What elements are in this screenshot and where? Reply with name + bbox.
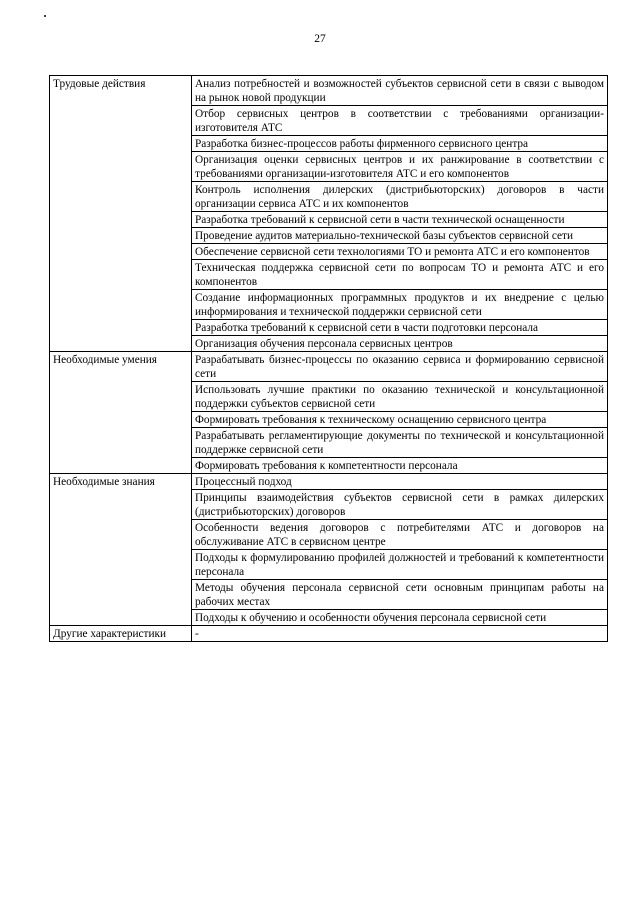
page-number: 27: [314, 33, 326, 45]
section-item: Использовать лучшие практики по оказанию технической и консультационной поддержки субъектов сервисной сети: [192, 382, 608, 412]
table-row: [50, 352, 608, 382]
section-item: Разработка требований к сервисной сети в части технической оснащенности: [192, 212, 608, 228]
section-item: Формировать требования к техническому оснащению сервисного центра: [192, 412, 608, 428]
characteristics-table: [49, 75, 608, 642]
section-label: Трудовые действия: [50, 76, 192, 352]
section-item: Техническая поддержка сервисной сети по вопросам ТО и ремонта АТС и его компонентов: [192, 260, 608, 290]
section-item: Разработка требований к сервисной сети в части подготовки персонала: [192, 320, 608, 336]
section-item: Проведение аудитов материально-технической базы субъектов сервисной сети: [192, 228, 608, 244]
section-item: Анализ потребностей и возможностей субъектов сервисной сети в связи с выводом на рынок новой продукции: [192, 76, 608, 106]
section-item: Создание информационных программных продуктов и их внедрение с целью информирования и технической поддержки сервисной сети: [192, 290, 608, 320]
section-label: Необходимые знания: [50, 474, 192, 626]
section-item: Контроль исполнения дилерских (дистрибьюторских) договоров в части организации сервиса АТС и их компонентов: [192, 182, 608, 212]
section-item: Формировать требования к компетентности персонала: [192, 458, 608, 474]
section-item: Особенности ведения договоров с потребителями АТС и договоров на обслуживание АТС в сервисном центре: [192, 520, 608, 550]
table-row: [50, 474, 608, 490]
section-label: Необходимые умения: [50, 352, 192, 474]
scan-dot: [44, 15, 46, 17]
table-body: [50, 76, 608, 642]
section-item: Методы обучения персонала сервисной сети основным принципам работы на рабочих местах: [192, 580, 608, 610]
section-item: Принципы взаимодействия субъектов сервисной сети в рамках дилерских (дистрибьюторских) договоров: [192, 490, 608, 520]
section-item: Обеспечение сервисной сети технологиями ТО и ремонта АТС и его компонентов: [192, 244, 608, 260]
table-row: [50, 626, 608, 642]
section-label: Другие характеристики: [50, 626, 192, 642]
section-item: Организация обучения персонала сервисных центров: [192, 336, 608, 352]
section-item: Разрабатывать регламентирующие документы по технической и консультационной поддержке сервисной сети: [192, 428, 608, 458]
section-item: -: [192, 626, 608, 642]
section-item: Подходы к формулированию профилей должностей и требований к компетентности персонала: [192, 550, 608, 580]
section-item: Разработка бизнес-процессов работы фирменного сервисного центра: [192, 136, 608, 152]
section-item: Отбор сервисных центров в соответствии с требованиями организации-изготовителя АТС: [192, 106, 608, 136]
section-item: Организация оценки сервисных центров и их ранжирование в соответствии с требованиями организации-изготовителя АТС и его компонентов: [192, 152, 608, 182]
table-row: [50, 76, 608, 106]
section-item: Подходы к обучению и особенности обучения персонала сервисной сети: [192, 610, 608, 626]
section-item: Процессный подход: [192, 474, 608, 490]
section-item: Разрабатывать бизнес-процессы по оказанию сервиса и формированию сервисной сети: [192, 352, 608, 382]
